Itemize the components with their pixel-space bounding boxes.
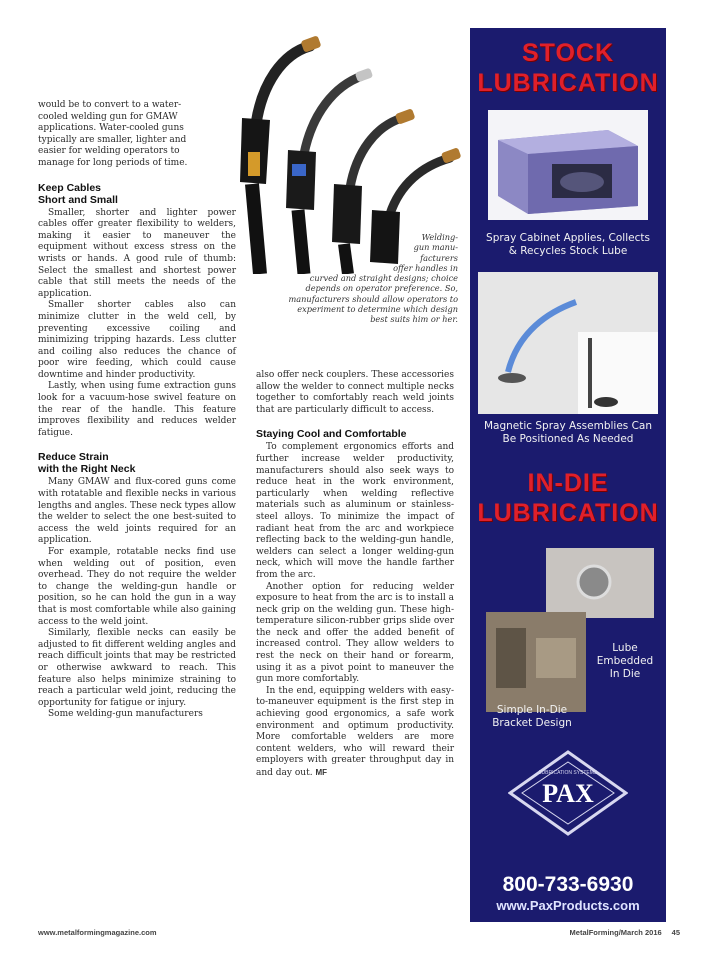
ad-caption-line: & Recycles Stock Lube [508, 245, 628, 257]
intro-line: manage for long periods of time. [38, 157, 188, 168]
paragraph: Many GMAW and flux-cored guns come with rotatable and flexible necks in various lengths and angles. These neck types allow the welder to select the one best-suited to access the weld joints required for an application. [38, 477, 236, 546]
caption-line: curved and straight designs; choice [309, 273, 458, 284]
ad-caption-cabinet [470, 232, 666, 258]
advertisement[interactable] [470, 28, 666, 922]
paragraph-text: In the end, equipping welders with easy-to-maneuver equipment is the first step in achieving good ergonomics, a safe work environment and optimum productivity. More comfortable welders are more content welders, who will reward their employers with greater throughput day in and day out. [256, 685, 454, 778]
paragraph [256, 686, 454, 780]
caption-line: experiment to determine which design [297, 304, 458, 315]
ad-heading-line: LUBRICATION [477, 69, 659, 97]
intro-line: applications. Water-cooled guns [38, 123, 184, 134]
paragraph: To complement ergonomics efforts and further increase welder productivity, manufacturers should also seek ways to reduce heat in the work environment, particularly when welding reflective materials such as aluminum or stainless-steel alloys. To minimize the impact of radiant heat from the arc and workpiece reflecting back to the welding-gun handle, welders can select a longer welding-gun neck, which will move the handle farther from the arc. [256, 442, 454, 580]
article-column-2 [256, 370, 454, 780]
ad-caption-line: Embedded [596, 655, 654, 667]
paragraph: Some welding-gun manufacturers [48, 709, 203, 720]
footer-publication [560, 928, 680, 937]
ad-heading-in-die [470, 468, 666, 528]
caption-line: Welding- [421, 232, 458, 242]
ad-heading-line: LUBRICATION [477, 499, 659, 527]
heading-line: Keep Cables [38, 181, 102, 194]
paragraph: Another option for reducing welder exposure to heat from the arc is to install a neck grip on the welding gun. These high-temperature silicon-rubber grips slide over the neck and offer the added benefit of increased control. They allow welders to rest the neck on their hand or forearm, using it as a pivot point to maneuver the gun more comfortably. [256, 581, 454, 685]
heading-line: with the Right Neck [38, 463, 136, 476]
caption-line: manufacturers should allow operators to [288, 293, 458, 304]
ad-caption-line: Be Positioned As Needed [502, 433, 634, 445]
spray-cabinet-photo [488, 110, 648, 220]
section-heading-neck [38, 451, 236, 475]
caption-line: depends on operator preference. So, [305, 283, 458, 294]
ad-caption-line: Bracket Design [492, 717, 572, 729]
ad-heading-line: STOCK [521, 39, 615, 67]
article-column-1 [38, 100, 236, 721]
intro-paragraph [38, 100, 236, 170]
ad-caption-line: Spray Cabinet Applies, Collects [486, 232, 650, 244]
ad-caption-line: Lube [612, 642, 638, 654]
paragraph: Lastly, when using fume extraction guns look for a vacuum-hose swivel feature on the rear of the handle. This feature improves flexibility and reduces welder fatigue. [38, 381, 236, 438]
paragraph: Smaller shorter cables also can minimize clutter in the weld cell, by preventing excessive coiling and minimizing tripping hazards. Less clutter and coiling also reduces the chance of poor wire feeding, which could cause downtime and hinder productivity. [38, 300, 236, 380]
paragraph: Smaller, shorter and lighter power cables offer greater flexibility to welders, making it easier to maneuver the equipment without excess stress on the wrists or hands. A good rule of thumb: Select the smallest and shortest power cable that still meets the needs of the application. [38, 207, 236, 299]
footer-website: www.metalformingmagazine.com [38, 928, 157, 937]
caption-line: facturers [420, 252, 458, 263]
section-heading-cool: Staying Cool and Comfortable [256, 428, 407, 441]
phone-number[interactable]: 800-733-6930 [502, 873, 634, 896]
ad-caption-embedded [588, 642, 662, 681]
caption-line: best suits him or her. [370, 314, 458, 325]
ad-caption-line: Magnetic Spray Assemblies Can [483, 420, 653, 432]
ad-caption-line: Simple In-Die [496, 704, 568, 716]
paragraph: also offer neck couplers. These accessories allow the welder to connect multiple necks together to comfortably reach weld joints that are particularly difficult to access. [256, 370, 454, 415]
pax-logo [508, 750, 628, 836]
figure-caption [258, 232, 458, 325]
logo-text: PAX [542, 779, 594, 808]
paragraph: For example, rotatable necks find use when welding out of position, even overhead. They do not require the welder to change the welding-gun handle or position, so he can hold the gun in a way that is most comfortable while also gaining access to the weld joint. [38, 547, 236, 627]
caption-line: gun manu- [413, 242, 458, 253]
paragraph: Similarly, flexible necks can easily be adjusted to fit different welding angles and reach difficult joints that may be restricted or otherwise awkward to reach. This feature also helps minimize straining to reach a particular weld joint, reducing the opportunity for fatigue or injury. [38, 628, 236, 708]
ad-heading-stock [470, 38, 666, 98]
caption-line: offer handles in [393, 262, 458, 273]
ad-heading-line: IN-DIE [527, 469, 609, 497]
ad-caption-magnetic [470, 420, 666, 446]
heading-line: Reduce Strain [38, 451, 109, 464]
ad-caption-line: In Die [609, 668, 641, 680]
website-link[interactable]: www.PaxProducts.com [496, 898, 640, 913]
page-number: 45 [671, 928, 680, 937]
publication-name: MetalForming/March 2016 [569, 928, 662, 937]
intro-line: cooled welding gun for GMAW [38, 111, 178, 122]
ad-caption-bracket [478, 704, 586, 730]
intro-line: easier for welding operators to [38, 146, 180, 157]
logo-subtext: LUBRICATION SYSTEMS [538, 770, 598, 776]
section-heading-cables [38, 182, 236, 206]
heading-line: Short and Small [38, 193, 118, 206]
magnetic-spray-photo [478, 272, 658, 414]
intro-line: typically are smaller, lighter and [38, 134, 187, 145]
intro-line: would be to convert to a water- [38, 100, 182, 110]
end-mark: MF [315, 768, 327, 777]
